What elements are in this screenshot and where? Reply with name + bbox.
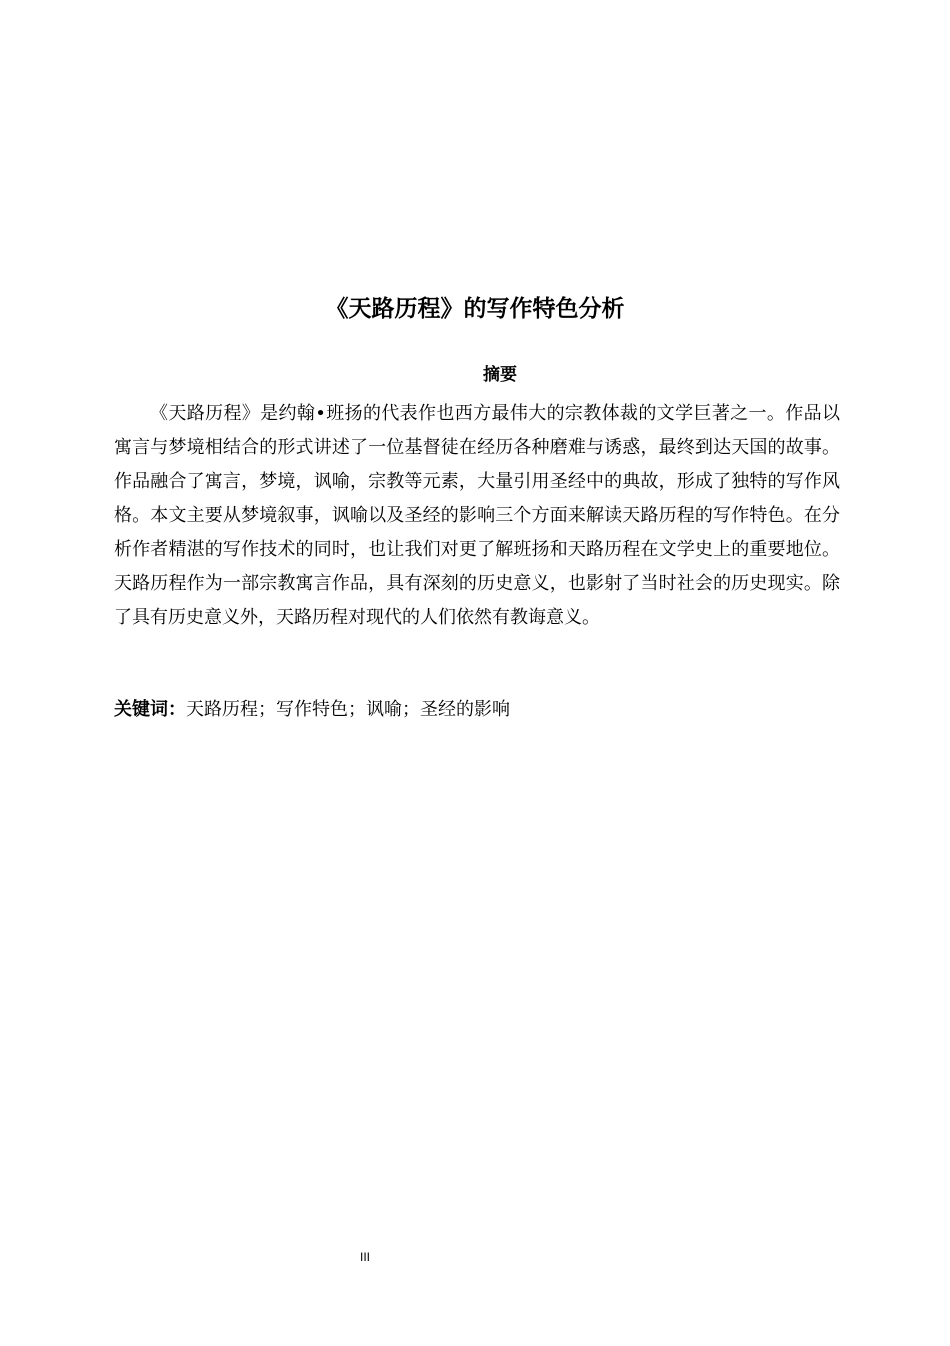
keywords-line [114, 694, 840, 726]
abstract-heading: 摘要 [483, 365, 517, 385]
abstract-paragraph: 《天路历程》是约翰•班扬的代表作也西方最伟大的宗教体裁的文学巨著之一。作品以寓言与梦境相结合的形式讲述了一位基督徒在经历各种磨难与诱惑，最终到达天国的故事。作品融合了寓言，梦境，讽喻，宗教等元素，大量引用圣经中的典故，形成了独特的写作风格。本文主要从梦境叙事，讽喻以及圣经的影响三个方面来解读天路历程的写作特色。在分析作者精湛的写作技术的同时，也让我们对更了解班扬和天路历程在文学史上的重要地位。天路历程作为一部宗教寓言作品，具有深刻的历史意义，也影射了当时社会的历史现实。除了具有历史意义外，天路历程对现代的人们依然有教诲意义。 [114, 403, 840, 628]
document-title: 《天路历程》的写作特色分析 [325, 296, 625, 322]
page-number: III [359, 1250, 370, 1264]
keywords-label: 关键词： [114, 699, 186, 720]
keywords-text: 天路历程；写作特色；讽喻；圣经的影响 [186, 699, 510, 720]
